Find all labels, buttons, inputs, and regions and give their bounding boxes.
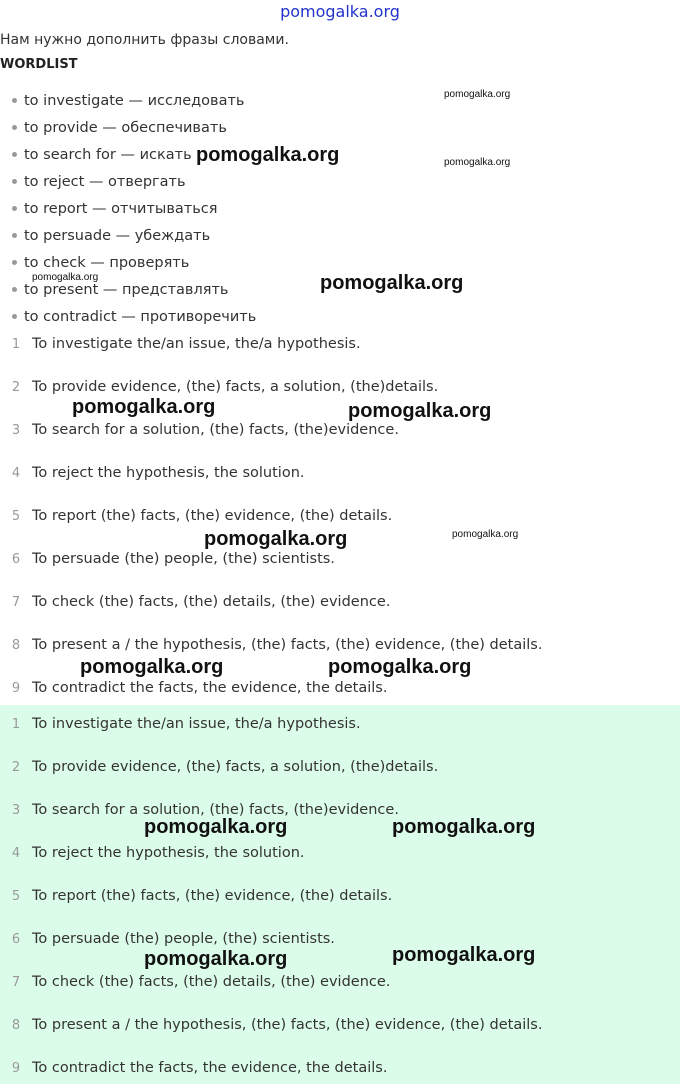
- answer-row: [0, 746, 680, 789]
- wordlist: [12, 88, 256, 331]
- watermark: pomogalka.org: [452, 529, 519, 540]
- wordlist-item: to search for — искать: [12, 142, 256, 169]
- answer-number: 2: [11, 760, 21, 775]
- watermark: pomogalka.org: [196, 144, 340, 166]
- answer-text: To investigate the/an issue, the/a hypothesis.: [32, 716, 361, 732]
- answer-text: To present a / the hypothesis, (the) facts, (the) evidence, (the) details.: [32, 1017, 543, 1033]
- phrase-number: 6: [11, 552, 21, 567]
- watermark: pomogalka.org: [392, 944, 536, 966]
- watermark: pomogalka.org: [348, 400, 492, 422]
- answer-text: To search for a solution, (the) facts, (the)evidence.: [32, 802, 399, 818]
- watermark: pomogalka.org: [32, 272, 99, 283]
- bullet-icon: [12, 152, 17, 157]
- wordlist-title: WORDLIST: [0, 57, 78, 72]
- answer-text: To contradict the facts, the evidence, the details.: [32, 1060, 388, 1076]
- answer-row: [0, 1004, 680, 1047]
- wordlist-item: to present — представлять: [12, 277, 256, 304]
- phrase-number: 3: [11, 423, 21, 438]
- intro-text: Нам нужно дополнить фразы словами.: [0, 32, 289, 48]
- phrase-text: To present a / the hypothesis, (the) facts, (the) evidence, (the) details.: [32, 637, 543, 653]
- answer-text: To reject the hypothesis, the solution.: [32, 845, 305, 861]
- wordlist-item: to reject — отвергать: [12, 169, 256, 196]
- wordlist-item: to check — проверять: [12, 250, 256, 277]
- phrase-text: To search for a solution, (the) facts, (the)evidence.: [32, 422, 399, 438]
- answer-text: To provide evidence, (the) facts, a solution, (the)details.: [32, 759, 439, 775]
- wordlist-item: to contradict — противоречить: [12, 304, 256, 331]
- phrase-number: 2: [11, 380, 21, 395]
- phrase-row: [0, 581, 680, 624]
- answer-number: 1: [11, 717, 21, 732]
- phrase-text: To provide evidence, (the) facts, a solution, (the)details.: [32, 379, 439, 395]
- phrase-number: 9: [11, 681, 21, 696]
- bullet-icon: [12, 206, 17, 211]
- answer-number: 5: [11, 889, 21, 904]
- watermark: pomogalka.org: [144, 816, 288, 838]
- bullet-icon: [12, 287, 17, 292]
- watermark: pomogalka.org: [80, 656, 224, 678]
- bullet-icon: [12, 179, 17, 184]
- answer-number: 9: [11, 1061, 21, 1076]
- wordlist-item: to investigate — исследовать: [12, 88, 256, 115]
- bullet-icon: [12, 314, 17, 319]
- answer-text: To persuade (the) people, (the) scientists.: [32, 931, 335, 947]
- watermark: pomogalka.org: [392, 816, 536, 838]
- watermark: pomogalka.org: [320, 272, 464, 294]
- bullet-icon: [12, 98, 17, 103]
- answer-text: To report (the) facts, (the) evidence, (the) details.: [32, 888, 393, 904]
- phrase-row: [0, 452, 680, 495]
- answer-row: [0, 832, 680, 875]
- wordlist-item: to provide — обеспечивать: [12, 115, 256, 142]
- phrase-number: 5: [11, 509, 21, 524]
- answer-number: 6: [11, 932, 21, 947]
- watermark: pomogalka.org: [204, 528, 348, 550]
- answer-row: [0, 961, 680, 1004]
- watermark: pomogalka.org: [444, 89, 511, 100]
- bullet-icon: [12, 260, 17, 265]
- phrase-row: [0, 323, 680, 366]
- phrase-list: [0, 323, 680, 710]
- answer-row: [0, 875, 680, 918]
- wordlist-item: to report — отчитываться: [12, 196, 256, 223]
- site-header[interactable]: pomogalka.org: [280, 2, 400, 21]
- watermark: pomogalka.org: [144, 948, 288, 970]
- phrase-number: 8: [11, 638, 21, 653]
- answer-row: [0, 789, 680, 832]
- phrase-number: 7: [11, 595, 21, 610]
- watermark: pomogalka.org: [328, 656, 472, 678]
- phrase-number: 4: [11, 466, 21, 481]
- phrase-text: To reject the hypothesis, the solution.: [32, 465, 305, 481]
- phrase-text: To persuade (the) people, (the) scientists.: [32, 551, 335, 567]
- wordlist-item: to persuade — убеждать: [12, 223, 256, 250]
- answer-number: 4: [11, 846, 21, 861]
- answer-number: 3: [11, 803, 21, 818]
- phrase-text: To investigate the/an issue, the/a hypothesis.: [32, 336, 361, 352]
- bullet-icon: [12, 233, 17, 238]
- answer-list: [0, 705, 680, 1084]
- answer-text: To check (the) facts, (the) details, (the) evidence.: [32, 974, 391, 990]
- watermark: pomogalka.org: [72, 396, 216, 418]
- answer-row: [0, 918, 680, 961]
- answer-number: 8: [11, 1018, 21, 1033]
- phrase-text: To contradict the facts, the evidence, the details.: [32, 680, 388, 696]
- bullet-icon: [12, 125, 17, 130]
- answer-number: 7: [11, 975, 21, 990]
- answer-row: [0, 703, 680, 746]
- phrase-text: To report (the) facts, (the) evidence, (the) details.: [32, 508, 393, 524]
- phrase-text: To check (the) facts, (the) details, (the) evidence.: [32, 594, 391, 610]
- watermark: pomogalka.org: [444, 157, 511, 168]
- phrase-number: 1: [11, 337, 21, 352]
